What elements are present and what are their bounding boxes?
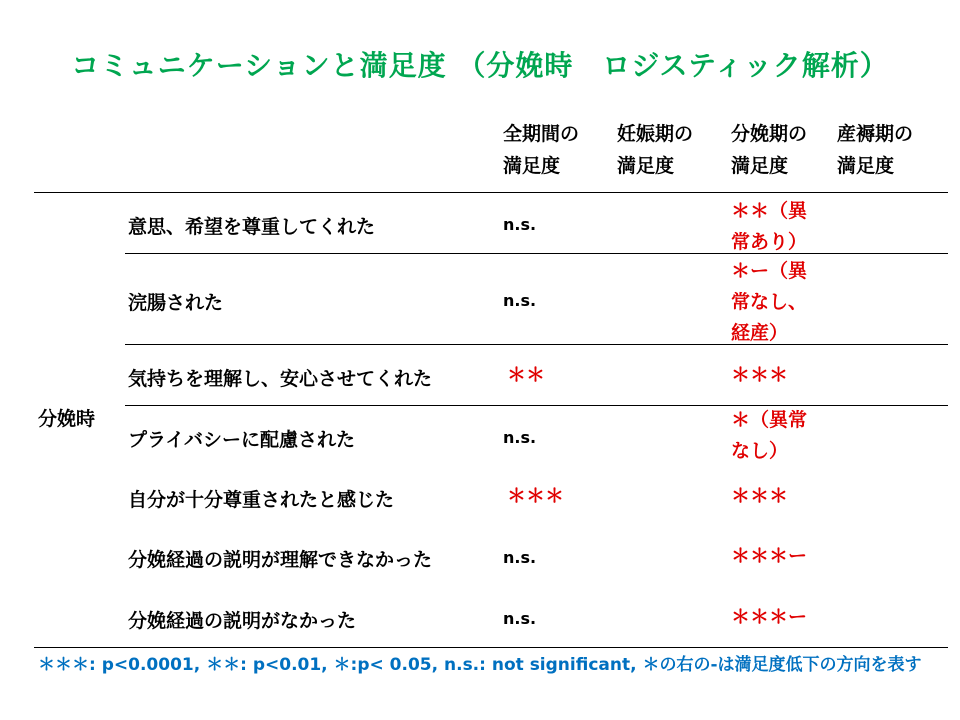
column-header-postpartum (837, 118, 913, 182)
delivery-significance-line: ＊ー（異 (731, 260, 808, 282)
row-label: 分娩経過の説明がなかった (128, 610, 357, 632)
column-header-pregnancy (617, 118, 693, 182)
delivery-significance: ＊＊＊ (731, 364, 789, 386)
overall-significance: ＊＊＊ (507, 485, 565, 507)
row-label: 気持ちを理解し、安心させてくれた (128, 368, 433, 390)
delivery-significance-line: なし） (731, 440, 789, 462)
row-divider (125, 344, 948, 345)
column-header-line1: 妊娠期の (617, 123, 694, 145)
slide-title: コミュニケーションと満足度 （分娩時 ロジスティック解析） (71, 49, 889, 82)
row-divider (125, 405, 948, 406)
delivery-significance (731, 256, 807, 349)
overall-significance: n.s. (503, 428, 537, 447)
delivery-significance: ＊＊＊ー (731, 545, 808, 567)
column-header-line2: 満足度 (731, 155, 789, 177)
delivery-significance: ＊＊＊ (731, 485, 789, 507)
row-label: プライバシーに配慮された (128, 429, 356, 451)
delivery-significance-line: 常なし、 (731, 291, 808, 313)
column-header-line2: 満足度 (617, 155, 675, 177)
row-label: 自分が十分尊重されたと感じた (128, 489, 395, 511)
delivery-significance-line: 常あり） (731, 231, 808, 253)
overall-significance: n.s. (503, 609, 537, 628)
column-header-line1: 産褥期の (837, 123, 914, 145)
row-label: 浣腸された (128, 292, 224, 314)
overall-significance: n.s. (503, 215, 537, 234)
row-label: 意思、希望を尊重してくれた (128, 216, 376, 238)
column-header-line1: 分娩期の (731, 123, 808, 145)
delivery-significance (731, 196, 807, 258)
delivery-significance (731, 405, 807, 467)
column-header-overall (503, 118, 579, 182)
table-bottom-rule (34, 647, 948, 648)
column-header-line2: 満足度 (837, 155, 895, 177)
group-label-delivery: 分娩時 (38, 408, 96, 430)
row-divider (125, 253, 948, 254)
column-header-line1: 全期間の (503, 123, 580, 145)
footnote: ＊＊＊: p<0.0001, ＊＊: p<0.01, ＊:p< 0.05, n.s.: not significant, ＊の右の-は満足度低下の方向を表す (38, 655, 922, 675)
table-top-rule (34, 192, 948, 193)
delivery-significance-line: ＊（異常 (731, 409, 808, 431)
row-label: 分娩経過の説明が理解できなかった (128, 549, 433, 571)
overall-significance: n.s. (503, 548, 537, 567)
delivery-significance-line: 経産） (731, 322, 789, 344)
overall-significance: ＊＊ (507, 364, 546, 386)
column-header-line2: 満足度 (503, 155, 561, 177)
delivery-significance-line: ＊＊（異 (731, 200, 808, 222)
delivery-significance: ＊＊＊ー (731, 606, 808, 628)
column-header-delivery (731, 118, 807, 182)
overall-significance: n.s. (503, 291, 537, 310)
